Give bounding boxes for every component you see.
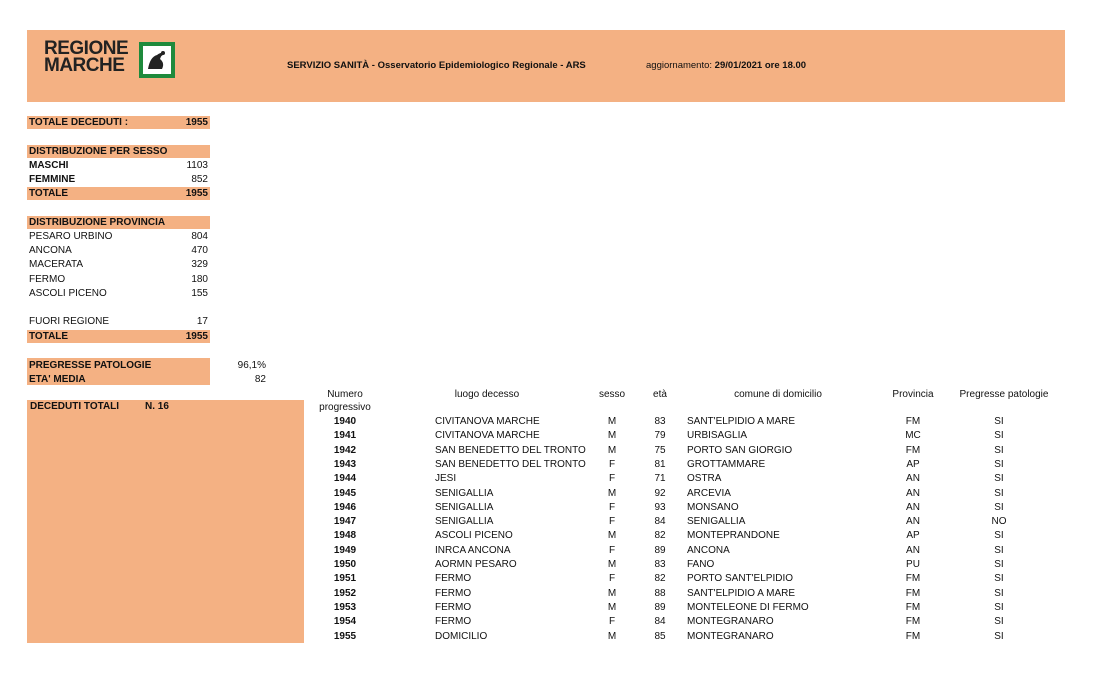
cell-numero: 1950 (333, 559, 357, 570)
cell-patologie: SI (994, 544, 1004, 556)
cell-numero: 1944 (333, 473, 357, 485)
table-row (0, 487, 1105, 501)
totale-deceduti-label: TOTALE DECEDUTI : (29, 117, 129, 128)
cell-patologie: NO (991, 516, 1007, 528)
fuori-regione-value: 17 (196, 316, 208, 327)
cell-patologie: SI (994, 601, 1004, 613)
provincia-row (27, 287, 210, 300)
cell-numero: 1951 (333, 573, 357, 585)
cell-comune: PORTO SANT'ELPIDIO (687, 573, 794, 585)
cell-luogo-decesso: SENIGALLIA (435, 487, 494, 499)
cell-patologie: SI (994, 530, 1004, 542)
sesso-label: FEMMINE (29, 174, 76, 185)
table-row (0, 544, 1105, 558)
cell-luogo-decesso: FERMO (435, 601, 472, 613)
provincia-total-value: 1955 (185, 331, 208, 342)
table-row (0, 458, 1105, 472)
cell-comune: ANCONA (687, 544, 730, 556)
cell-luogo-decesso: FERMO (435, 616, 472, 628)
cell-eta: 81 (654, 458, 666, 470)
cell-provincia: FM (905, 573, 921, 585)
cell-sesso: M (607, 444, 617, 456)
fuori-regione-row (27, 315, 210, 328)
provincia-label: PESARO URBINO (29, 231, 113, 242)
update-label: aggiornamento: (646, 60, 713, 71)
provincia-value: 180 (191, 274, 208, 285)
cell-eta: 92 (654, 487, 666, 499)
patologie-label: PREGRESSE PATOLOGIE (29, 360, 152, 371)
cell-provincia: MC (905, 430, 921, 442)
cell-comune: MONTEGRANARO (687, 616, 774, 628)
cell-numero: 1947 (333, 516, 357, 528)
cell-comune: GROTTAMMARE (687, 458, 766, 470)
header-patologie: Pregresse patologie (959, 389, 1049, 400)
cell-provincia: FM (905, 587, 921, 599)
cell-provincia: AN (906, 516, 920, 528)
totale-deceduti-value: 1955 (185, 117, 208, 128)
cell-patologie: SI (994, 487, 1004, 499)
sesso-total-row (27, 187, 210, 200)
cell-luogo-decesso: DOMICILIO (435, 630, 488, 642)
cell-comune: FANO (687, 559, 715, 570)
cell-luogo-decesso: FERMO (435, 573, 472, 585)
cell-comune: ARCEVIA (687, 487, 731, 499)
provincia-row (27, 273, 210, 286)
cell-eta: 83 (654, 416, 666, 427)
cell-eta: 82 (654, 530, 666, 542)
cell-luogo-decesso: AORMN PESARO (435, 559, 517, 570)
cell-provincia: FM (905, 616, 921, 628)
cell-sesso: M (607, 430, 617, 442)
table-row (0, 529, 1105, 543)
totale-deceduti-row (27, 116, 210, 129)
provincia-label: ASCOLI PICENO (29, 288, 107, 299)
cell-sesso: M (607, 601, 617, 613)
table-row (0, 558, 1105, 572)
update-info (646, 60, 806, 71)
cell-provincia: AP (906, 458, 920, 470)
provincia-row (27, 244, 210, 257)
cell-comune: MONSANO (687, 501, 739, 513)
table-row (0, 429, 1105, 443)
cell-sesso: F (608, 544, 616, 556)
deceduti-totali-label: DECEDUTI TOTALI (30, 401, 120, 412)
cell-sesso: M (607, 559, 617, 570)
header-sesso: sesso (598, 389, 626, 400)
cell-sesso: M (607, 587, 617, 599)
cell-luogo-decesso: SAN BENEDETTO DEL TRONTO (435, 444, 586, 456)
cell-numero: 1948 (333, 530, 357, 542)
service-title: SERVIZIO SANITÀ - Osservatorio Epidemiologico Regionale - ARS (287, 60, 586, 71)
cell-numero: 1945 (333, 487, 357, 499)
cell-numero: 1955 (333, 630, 357, 642)
cell-luogo-decesso: SENIGALLIA (435, 501, 494, 513)
eta-media-label: ETA' MEDIA (29, 374, 86, 385)
table-row (0, 601, 1105, 615)
cell-eta: 84 (654, 516, 666, 528)
eta-media-value: 82 (254, 374, 266, 385)
cell-eta: 79 (654, 430, 666, 442)
table-row (0, 444, 1105, 458)
cell-provincia: FM (905, 630, 921, 642)
table-row (0, 572, 1105, 586)
patologie-value: 96,1% (237, 360, 266, 371)
cell-sesso: M (607, 630, 617, 642)
cell-comune: SANT'ELPIDIO A MARE (687, 587, 796, 599)
fuori-regione-label: FUORI REGIONE (29, 316, 110, 327)
header-eta: età (653, 389, 667, 400)
provincia-title: DISTRIBUZIONE PROVINCIA (29, 217, 166, 228)
cell-eta: 83 (654, 559, 666, 570)
cell-provincia: PU (906, 559, 920, 570)
cell-comune: SANT'ELPIDIO A MARE (687, 416, 796, 427)
cell-sesso: M (607, 416, 617, 427)
cell-numero: 1949 (333, 544, 357, 556)
cell-sesso: F (608, 501, 616, 513)
cell-numero: 1940 (333, 416, 357, 427)
header-luogo: luogo decesso (454, 389, 520, 400)
provincia-title-row (27, 216, 210, 229)
cell-luogo-decesso: JESI (435, 473, 457, 485)
cell-luogo-decesso: CIVITANOVA MARCHE (435, 416, 540, 427)
provincia-value: 470 (191, 245, 208, 256)
table-row (0, 587, 1105, 601)
sesso-title-row (27, 145, 210, 158)
provincia-label: ANCONA (29, 245, 72, 256)
provincia-label: FERMO (29, 274, 66, 285)
cell-sesso: F (608, 516, 616, 528)
cell-eta: 89 (654, 544, 666, 556)
cell-patologie: SI (994, 458, 1004, 470)
cell-comune: PORTO SAN GIORGIO (687, 444, 793, 456)
cell-patologie: SI (994, 444, 1004, 456)
cell-luogo-decesso: CIVITANOVA MARCHE (435, 430, 540, 442)
cell-eta: 82 (654, 573, 666, 585)
cell-eta: 93 (654, 501, 666, 513)
cell-patologie: SI (994, 430, 1004, 442)
cell-sesso: F (608, 473, 616, 485)
sesso-value: 1103 (186, 160, 208, 171)
regione-emblem-icon (138, 41, 176, 79)
cell-comune: MONTELEONE DI FERMO (687, 601, 809, 613)
cell-luogo-decesso: ASCOLI PICENO (435, 530, 513, 542)
update-value: 29/01/2021 ore 18.00 (714, 60, 807, 71)
sesso-row (27, 173, 210, 186)
cell-patologie: SI (994, 587, 1004, 599)
sesso-row (27, 159, 210, 172)
cell-numero: 1942 (333, 444, 357, 456)
provincia-value: 804 (191, 231, 208, 242)
logo-line-1: REGIONE (44, 38, 129, 59)
cell-numero: 1954 (333, 616, 357, 628)
cell-luogo-decesso: SAN BENEDETTO DEL TRONTO (435, 458, 586, 470)
header-numero-line-1: Numero (327, 389, 363, 400)
cell-luogo-decesso: INRCA ANCONA (435, 544, 511, 556)
cell-sesso: M (607, 487, 617, 499)
cell-numero: 1953 (333, 601, 357, 613)
cell-provincia: AN (906, 473, 920, 485)
cell-sesso: F (608, 616, 616, 628)
header-numero-line-2: progressivo (319, 402, 371, 413)
provincia-value: 155 (191, 288, 208, 299)
cell-comune: MONTEPRANDONE (687, 530, 780, 542)
header-numero (314, 388, 376, 414)
cell-luogo-decesso: FERMO (435, 587, 472, 599)
cell-eta: 75 (654, 444, 666, 456)
cell-sesso: F (608, 458, 616, 470)
cell-comune: URBISAGLIA (687, 430, 748, 442)
sesso-value: 852 (191, 174, 208, 185)
cell-luogo-decesso: SENIGALLIA (435, 516, 494, 528)
cell-provincia: FM (905, 601, 921, 613)
cell-eta: 88 (654, 587, 666, 599)
cell-patologie: SI (994, 616, 1004, 628)
table-row (0, 630, 1105, 644)
cell-sesso: M (607, 530, 617, 542)
logo-text (44, 40, 136, 74)
sesso-title: DISTRIBUZIONE PER SESSO (29, 146, 168, 157)
cell-provincia: FM (905, 444, 921, 456)
cell-numero: 1943 (333, 458, 357, 470)
cell-sesso: F (608, 573, 616, 585)
cell-eta: 84 (654, 616, 666, 628)
cell-provincia: AN (906, 487, 920, 499)
cell-numero: 1941 (333, 430, 357, 442)
cell-patologie: SI (994, 630, 1004, 642)
cell-comune: MONTEGRANARO (687, 630, 774, 642)
table-row (0, 615, 1105, 629)
cell-provincia: AN (906, 544, 920, 556)
cell-comune: OSTRA (687, 473, 722, 485)
cell-numero: 1946 (333, 501, 357, 513)
provincia-total-row (27, 330, 210, 343)
cell-patologie: SI (994, 559, 1004, 570)
cell-patologie: SI (994, 416, 1004, 427)
deceduti-n-value: N. 16 (145, 401, 169, 412)
provincia-value: 329 (191, 259, 208, 270)
provincia-row (27, 258, 210, 271)
sesso-total-value: 1955 (185, 188, 208, 199)
sesso-total-label: TOTALE (29, 188, 69, 199)
logo-line-2: MARCHE (44, 55, 125, 76)
cell-patologie: SI (994, 573, 1004, 585)
table-row (0, 415, 1105, 429)
cell-comune: SENIGALLIA (687, 516, 746, 528)
provincia-row (27, 230, 210, 243)
cell-provincia: FM (905, 416, 921, 427)
provincia-total-label: TOTALE (29, 331, 69, 342)
header-comune: comune di domicilio (734, 389, 822, 400)
cell-eta: 89 (654, 601, 666, 613)
cell-patologie: SI (994, 501, 1004, 513)
cell-provincia: AN (906, 501, 920, 513)
cell-eta: 71 (654, 473, 666, 485)
header-provincia: Provincia (892, 389, 934, 400)
sesso-label: MASCHI (29, 160, 69, 171)
regione-marche-logo (44, 40, 184, 82)
table-row (0, 501, 1105, 515)
cell-patologie: SI (994, 473, 1004, 485)
provincia-label: MACERATA (29, 259, 84, 270)
table-row (0, 472, 1105, 486)
table-row (0, 515, 1105, 529)
cell-numero: 1952 (333, 587, 357, 599)
cell-provincia: AP (906, 530, 920, 542)
cell-eta: 85 (654, 630, 666, 642)
